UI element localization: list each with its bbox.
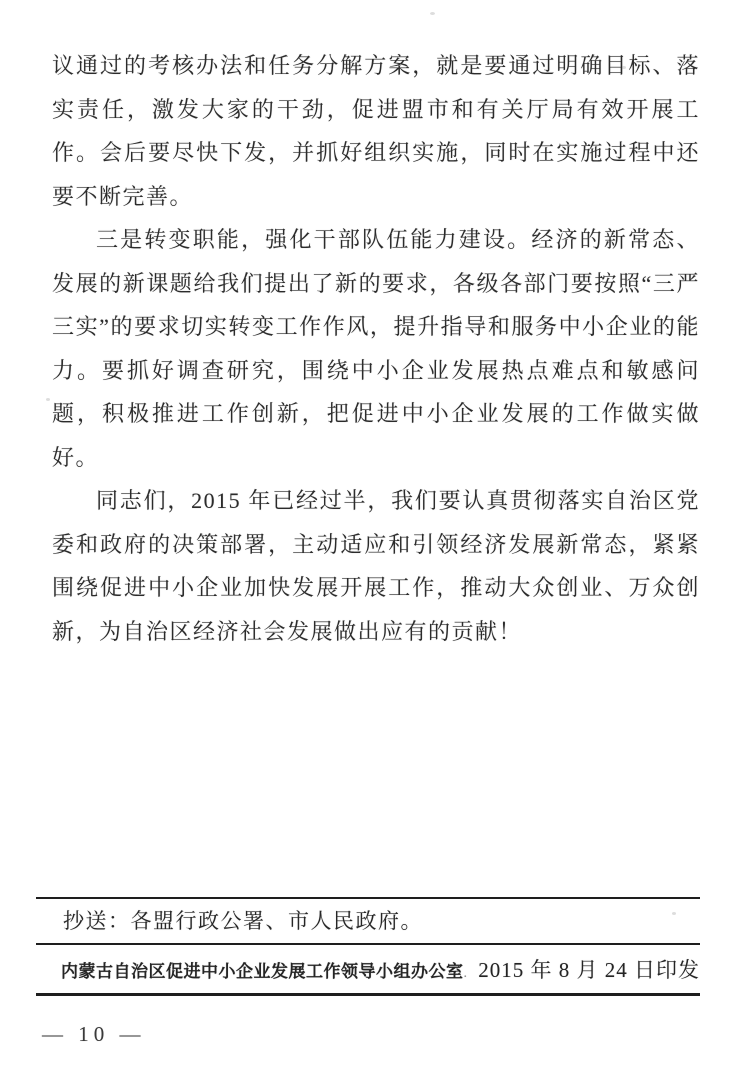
scan-artifact [46,398,50,401]
cc-text: 抄送：各盟行政公署、市人民政府。 [63,909,423,933]
print-date: 2015 年 8 月 24 日印发 [478,958,700,982]
issuer-text: 内蒙古自治区促进中小企业发展工作领导小组办公室 [61,961,464,981]
issuer-line [36,945,700,993]
body-paragraph: 三是转变职能，强化干部队伍能力建设。经济的新常态、发展的新课题给我们提出了新的要求，各级各部门要按照“三严三实”的要求切实转变工作作风，提升指导和服务中小企业的能力。要抓好调查研究，围绕中小企业发展热点难点和敏感问题，积极推进工作创新，把促进中小企业发展的工作做实做好。 [52,227,700,470]
issuer-name [61,957,468,982]
divider-rule-bottom [36,993,700,996]
document-footer [36,897,700,996]
scan-artifact [430,12,435,15]
cc-line [36,899,700,943]
page-number: — 10 — [42,1022,146,1046]
scan-artifact [672,912,676,915]
body-paragraph: 议通过的考核办法和任务分解方案，就是要通过明确目标、落实责任，激发大家的干劲，促进盟市和有关厅局有效开展工作。会后要尽快下发，并抓好组织实施，同时在实施过程中还要不断完善。 [52,53,700,209]
scan-artifact [622,66,626,69]
document-body [52,44,700,653]
body-paragraph: 同志们，2015 年已经过半，我们要认真贯彻落实自治区党委和政府的决策部署，主动适应和引领经济发展新常态，紧紧围绕促进中小企业加快发展开展工作，推动大众创业、万众创新，为自治区经济社会发展做出应有的贡献！ [52,488,700,644]
stray-mark: . [463,965,468,981]
